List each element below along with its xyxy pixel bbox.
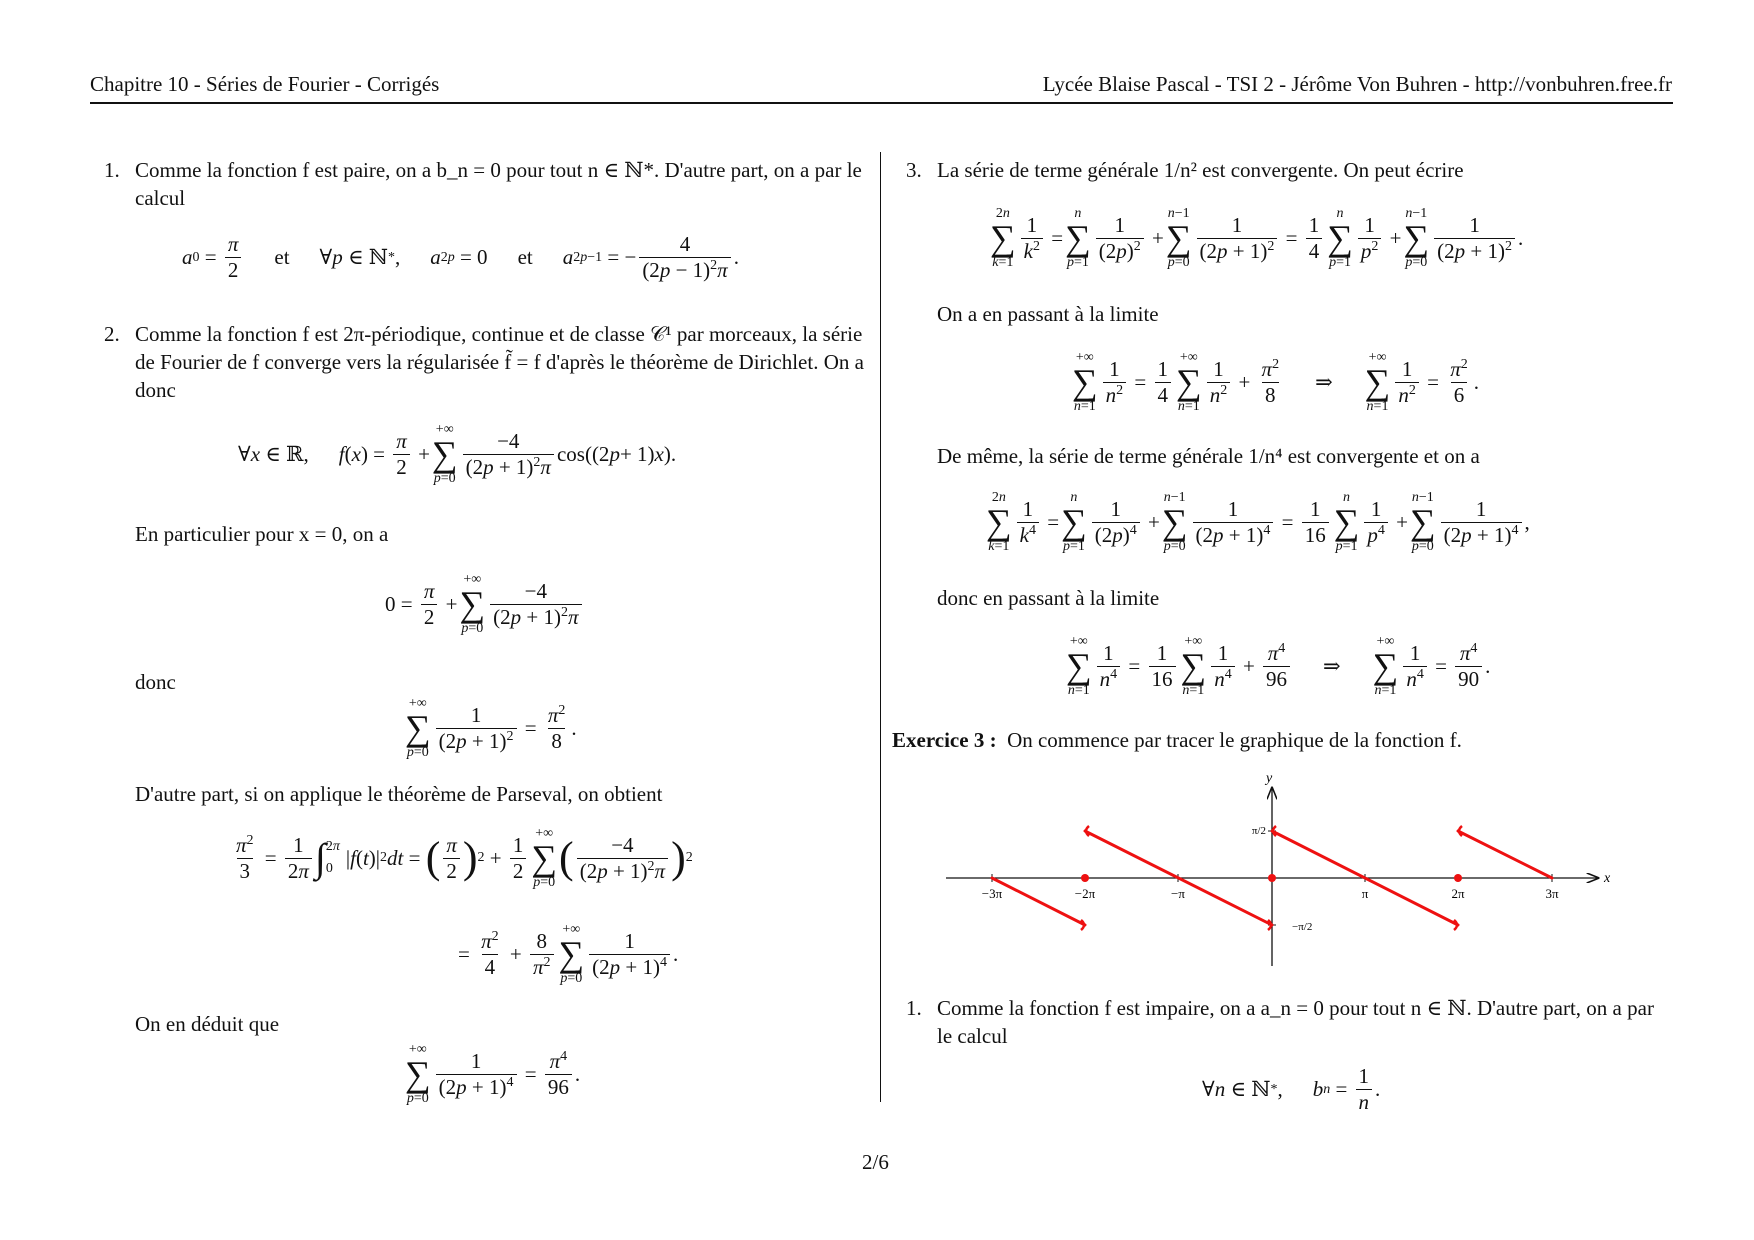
equation-fourier-coefficients: a 0 = $\frac{\pi}{2}$ et ∀ p ∈ ℕ * , a 2p = 0 et a 2p−1 = − $\frac{4}{(2p - 1)^2\pi}$ . bbox=[182, 232, 739, 282]
equation-bn: ∀ n ∈ ℕ * , b n = $\frac{1}{n}$ . bbox=[1202, 1064, 1381, 1114]
item2-text: Comme la fonction f est 2π-périodique, continue et de classe 𝒞¹ par morceaux, la série de Fourier de f converge vers la régularisée f̃ = f d'après le théorème de Dirichlet. On a donc bbox=[135, 322, 864, 402]
curve-segment-1 bbox=[992, 878, 1085, 925]
equation-sum-pi4-96: +∞ ∑ p=0 $\frac{1}{(2p + 1)^4}$ = $\frac{\pi^4}{96}$ . bbox=[405, 1042, 581, 1106]
item3-text: La série de terme générale 1/n² est convergente. On peut écrire bbox=[937, 158, 1464, 182]
deduit-text: On en déduit que bbox=[135, 1012, 280, 1036]
header-left: Chapitre 10 - Séries de Fourier - Corrigés bbox=[90, 72, 440, 96]
limit-text: On a en passant à la limite bbox=[937, 302, 1159, 326]
exercise-label: Exercice 3 : bbox=[892, 728, 997, 752]
ex3-item1-text: Comme la fonction f est impaire, on a a_n = 0 pour tout n ∈ ℕ. D'autre part, on a par le calcul bbox=[937, 996, 1654, 1048]
equation-fourier-series: ∀ x ∈ ℝ, f ( x ) = $\frac{\pi}{2}$ + +∞ ∑ p=0 $\frac{-4}{(2p + 1)^2\pi}$ cos((2 p + 1) x ). bbox=[238, 422, 677, 486]
sawtooth-graph bbox=[940, 770, 1620, 970]
item1-text: Comme la fonction f est paire, on a b_n = 0 pour tout n ∈ ℕ*. D'autre part, on a par le calcul bbox=[135, 158, 862, 210]
x-tick-2pi: 2π bbox=[1451, 886, 1465, 901]
curve-segment-4 bbox=[1458, 831, 1552, 878]
point-2pi bbox=[1454, 874, 1462, 882]
x-tick-3pi: 3π bbox=[1545, 886, 1559, 901]
column-divider bbox=[880, 152, 881, 1102]
equation-sum-pi2-8: +∞ ∑ p=0 $\frac{1}{(2p + 1)^2}$ = $\frac{\pi^2}{8}$ . bbox=[405, 696, 577, 760]
y-tick-pi-over-2: π/2 bbox=[1251, 825, 1266, 837]
demem-text: De même, la série de terme générale 1/n⁴ est convergente et on a bbox=[937, 444, 1480, 468]
point-0 bbox=[1268, 874, 1276, 882]
x-tick-pi: π bbox=[1361, 886, 1369, 901]
equation-split-sum-k2: 2n ∑ k=1 $\frac{1}{k^2}$ = n ∑ p=1 $\frac{1}{(2p)^2}$ + n−1 ∑ p=0 $\frac{1}{(2p + 1)^2}$ = $\frac{1}{4}$ n ∑ p=1 $\frac{1}{p^2}$ + n−1 ∑ p=0 $\frac{1}{(2p + 1)^2}$ . bbox=[990, 206, 1524, 270]
x-axis-label: x bbox=[1604, 871, 1611, 886]
exercise-3-heading bbox=[892, 726, 1462, 754]
x-tick-neg3pi: −3π bbox=[981, 886, 1003, 901]
y-tick-neg-pi-over-2: −π/2 bbox=[1292, 921, 1313, 933]
equation-parseval-line2: = $\frac{\pi^2}{4}$ + $\frac{8}{\pi^2}$ +∞ ∑ p=0 $\frac{1}{(2p + 1)^4}$ . bbox=[458, 922, 679, 986]
equation-split-sum-k4: 2n ∑ k=1 $\frac{1}{k^4}$ = n ∑ p=1 $\frac{1}{(2p)^4}$ + n−1 ∑ p=0 $\frac{1}{(2p + 1)^4}$ = $\frac{1}{16}$ n ∑ p=1 $\frac{1}{p^4}$ + n−1 ∑ p=0 $\frac{1}{(2p + 1)^4}$ , bbox=[986, 490, 1530, 554]
item1-number: 1. bbox=[104, 158, 120, 182]
x-tick-neg2pi: −2π bbox=[1074, 886, 1096, 901]
item3-number: 3. bbox=[906, 158, 922, 182]
item2-number: 2. bbox=[104, 322, 120, 346]
x-tick-negpi: −π bbox=[1171, 886, 1185, 901]
exercise-text: On commence par tracer le graphique de la fonction f. bbox=[1007, 728, 1462, 752]
donc-limit-text: donc en passant à la limite bbox=[937, 586, 1160, 610]
equation-x-zero: 0 = $\frac{\pi}{2}$ + +∞ ∑ p=0 $\frac{-4}{(2p + 1)^2\pi}$ bbox=[385, 572, 585, 636]
header-rule bbox=[90, 102, 1673, 104]
equation-zeta4-limit: +∞ ∑ n=1 $\frac{1}{n^4}$ = $\frac{1}{16}$ +∞ ∑ n=1 $\frac{1}{n^4}$ + $\frac{\pi^4}{96}$ ⇒ +∞ ∑ n=1 $\frac{1}{n^4}$ = $\frac{\pi^4}{90}$ . bbox=[1066, 634, 1491, 698]
page-number: 2/6 bbox=[862, 1150, 889, 1174]
point-neg2pi bbox=[1081, 874, 1089, 882]
ex3-item1-number: 1. bbox=[906, 996, 922, 1020]
header-right: Lycée Blaise Pascal - TSI 2 - Jérôme Von Buhren - http://vonbuhren.free.fr bbox=[1042, 72, 1672, 96]
y-axis-label: y bbox=[1266, 771, 1273, 786]
particular-text: En particulier pour x = 0, on a bbox=[135, 522, 389, 546]
donc-text: donc bbox=[135, 670, 176, 694]
parseval-text: D'autre part, si on applique le théorème de Parseval, on obtient bbox=[135, 782, 663, 806]
equation-basel-limit: +∞ ∑ n=1 $\frac{1}{n^2}$ = $\frac{1}{4}$ +∞ ∑ n=1 $\frac{1}{n^2}$ + $\frac{\pi^2}{8}$ ⇒ +∞ ∑ n=1 $\frac{1}{n^2}$ = $\frac{\pi^2}{6}$ . bbox=[1072, 350, 1479, 414]
equation-parseval-line1: $\frac{\pi^2}{3}$ = $\frac{1}{2\pi}$ ∫ 2π 0 | f ( t )| 2 dt = ( $\frac{\pi}{2}$ ) 2 + $\frac{1}{2}$ +∞ ∑ p=0 ( $\frac{-4}{(2p + 1)^2\pi}$ ) 2 bbox=[236, 826, 693, 890]
